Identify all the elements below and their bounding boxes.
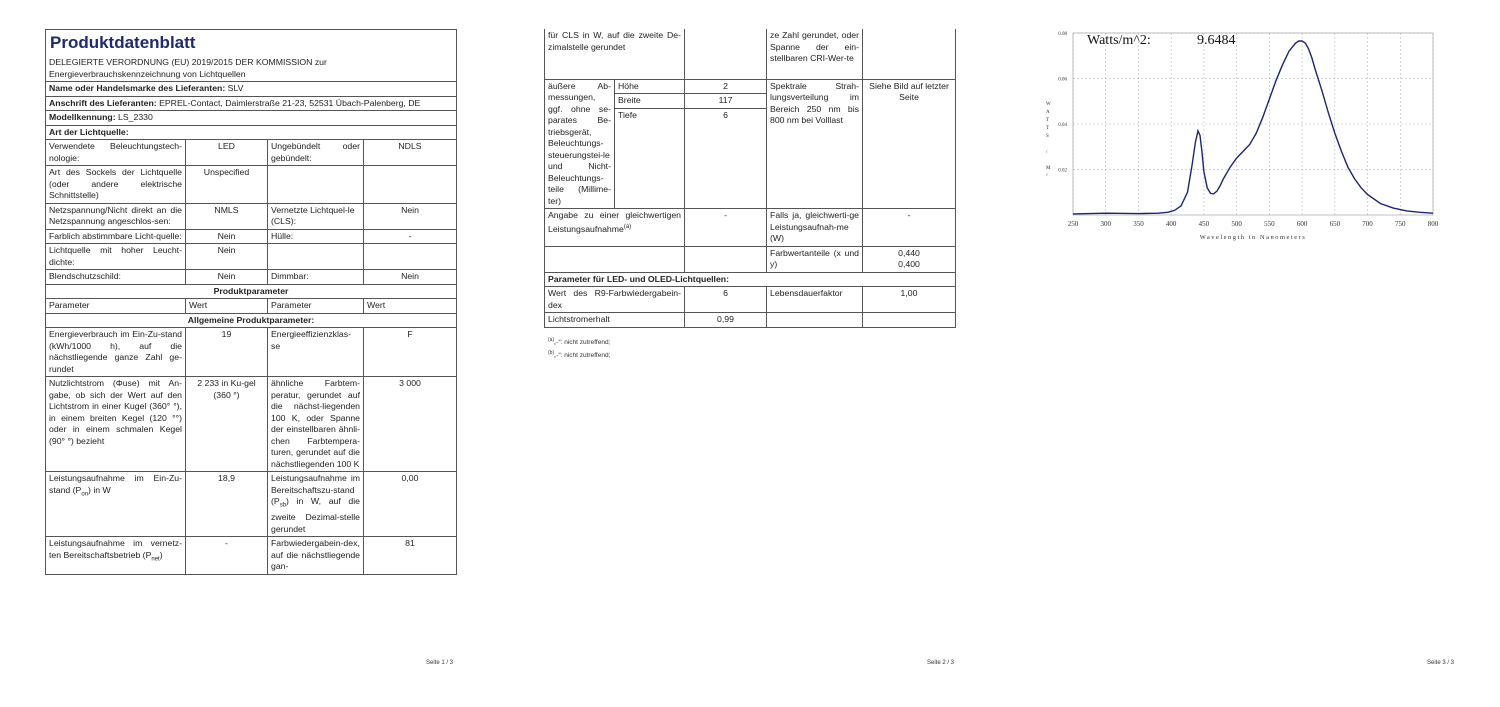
dimensions-label: äußere Ab-messungen, ggf. ohne se-parates Be-triebsgerät, Beleuchtungs-steuerungstei-le und Nicht-Beleuchtungs-teile (Millime-ter)	[545, 79, 615, 209]
y-axis-label: W A T T S / M ²	[1046, 102, 1051, 179]
x-tick-labels	[1068, 220, 1439, 228]
x-tick-label: 300	[1100, 220, 1111, 228]
chart-title-value: 9.6484	[1197, 33, 1236, 48]
table-row: Breite 117	[545, 94, 956, 109]
y-tick-label: 0.06	[1058, 77, 1067, 83]
x-tick-label: 250	[1067, 220, 1079, 228]
table-row: Blendschutzschild: Nein Dimmbar: Nein	[46, 270, 457, 285]
x-tick-label: 750	[1395, 220, 1406, 228]
table-row: Wert des R9-Farbwiedergabein-dex 6 Lebensdauerfaktor 1,00	[545, 287, 956, 313]
footnote-a: $^{(a)}$„-“: nicht zutreffend;	[548, 337, 611, 347]
general-parameters-heading: Allgemeine Produktparameter:	[46, 313, 457, 328]
table-row: für CLS in W, auf die zweite De-zimalstelle gerundet ze Zahl gerundet, oder Spanne der ein-stellbaren CRI-Wer-te	[545, 29, 956, 79]
x-tick-label: 400	[1165, 220, 1177, 228]
model-row: Modellkennung: LS_2330	[46, 111, 457, 126]
page-number: Seite 2 / 3	[927, 660, 955, 666]
table-row: Lichtstromerhalt 0,99	[545, 313, 956, 328]
footnote-b: $^{(b)}$„-“: nicht zutreffend;	[548, 350, 611, 360]
chart-grid	[1073, 33, 1433, 215]
x-tick-label: 800	[1427, 220, 1439, 228]
page-number: Seite 3 / 3	[1427, 660, 1455, 666]
y-tick-label: 0.08	[1058, 32, 1067, 37]
page-title: Produktdatenblatt	[46, 30, 457, 57]
chart-svg	[1035, 25, 1455, 245]
table-row: Leistungsaufnahme im Ein-Zu-stand $(P_{on})$ in W 18,9 Leistungsaufnahme im Bereitschaftszu-stand $(P_{sb})$ in W, auf die zweite Dezimal-stelle gerundet 0,00	[46, 472, 457, 537]
x-tick-label: 450	[1198, 220, 1210, 228]
table-row: Lichtquelle mit hoher Leucht-dichte: Nein	[46, 244, 457, 270]
x-tick-label: 500	[1231, 220, 1242, 228]
x-tick-label: 350	[1133, 220, 1144, 228]
page-2	[500, 0, 980, 707]
x-tick-label: 550	[1264, 220, 1275, 228]
y-tick-label: 0.02	[1058, 168, 1067, 174]
regulation-subtitle: DELEGIERTE VERORDNUNG (EU) 2019/2015 DER KOMMISSION zur Energieverbrauchskennzeichnung von Lichtquellen	[46, 56, 457, 82]
page-1	[0, 0, 480, 707]
table-row: Farbwertanteile (x und y) 0,440 0,400	[545, 246, 956, 272]
x-axis-label: Wavelength in Nanometers	[1199, 234, 1307, 241]
table-row: Tiefe 6	[545, 109, 956, 209]
table-row: Angabe zu einer gleichwertigen Leistungsaufnahme$^{(a)}$ - Falls ja, gleichwerti-ge Leistungsaufnah-me (W) -	[545, 209, 956, 247]
product-data-table-page-1	[45, 29, 457, 575]
spectrum-line	[1073, 41, 1433, 214]
table-row: Verwendete Beleuchtungstech-nologie: LED Ungebündelt oder gebündelt: NDLS	[46, 140, 457, 166]
supplier-name-row: Name oder Handelsmarke des Lieferanten: SLV	[46, 82, 457, 97]
led-parameters-heading: Parameter für LED- und OLED-Lichtquellen:	[545, 272, 956, 287]
x-tick-label: 600	[1296, 220, 1308, 228]
table-row: äußere Ab-messungen, ggf. ohne se-parates Be-triebsgerät, Beleuchtungs-steuerungstei-le und Nicht-Beleuchtungs-teile (Millime-ter) Höhe 2 Spektrale Strah-lungsverteilung im Bereich 250 nm bis 800 nm bei Volllast Siehe Bild auf letzter Seite	[545, 79, 956, 94]
chart-title: Watts/m^2:	[1087, 33, 1151, 48]
table-row: Nutzlichtstrom (Φuse) mit An-gabe, ob sich der Wert auf den Lichtstrom in einer Kugel (360° °), in einem breiten Kegel (120 °°) oder in einem schmalen Kegel (90° °) bezieht 2 233 in Ku-gel (360 °) ähnliche Farbtem-peratur, gerundet auf die nächst-liegenden 100 K, oder Spanne der einstellbaren ähnli-chen Farbtempera-turen, gerundet auf die nächstliegenden 100 K 3 000	[46, 377, 457, 472]
table-row: Farblich abstimmbare Licht-quelle: Nein Hülle: -	[46, 229, 457, 244]
x-tick-label: 650	[1329, 220, 1341, 228]
product-parameters-heading: Produktparameter	[46, 284, 457, 299]
light-source-type-heading: Art der Lichtquelle:	[46, 125, 457, 140]
y-tick-labels	[1058, 32, 1067, 174]
x-tick-label: 700	[1362, 220, 1373, 228]
table-row: Leistungsaufnahme im vernetz-ten Bereitschaftsbetrieb $(P_{net})$ - Farbwiedergabein-dex, auf die nächstliegende gan- 81	[46, 537, 457, 575]
y-tick-label: 0.04	[1058, 123, 1067, 128]
column-header-row: Parameter Wert Parameter Wert	[46, 299, 457, 314]
page-number: Seite 1 / 3	[426, 660, 454, 666]
product-data-table-page-2	[544, 29, 956, 328]
table-row: Energieverbrauch im Ein-Zu-stand (kWh/1000 h), auf die nächstliegende ganze Zahl ge-rundet 19 Energieeffizienzklas-se F	[46, 328, 457, 377]
spectral-distribution-chart	[1035, 25, 1455, 245]
table-row: Art des Sockels der Lichtquelle (oder andere elektrische Schnittstelle) Unspecified	[46, 166, 457, 204]
table-row: Netzspannung/Nicht direkt an die Netzspannung angeschlos-sen: NMLS Vernetzte Lichtquel-le (CLS): Nein	[46, 203, 457, 229]
supplier-address-row: Anschrift des Lieferanten: EPREL-Contact, Daimlerstraße 21-23, 52531 Übach-Palenberg, DE	[46, 96, 457, 111]
